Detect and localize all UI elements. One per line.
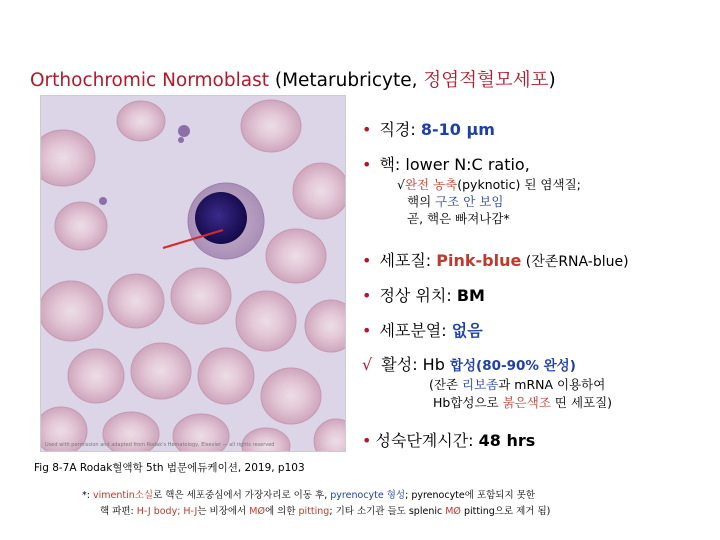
fn-macrophage-1: MØ [249,506,265,517]
slide-title [30,66,556,92]
title-korean: 정염적혈모세포 [423,70,549,91]
fn-pyrenocyte: pyrenocyte 형성 [330,490,406,501]
bullet-cytoplasm-value: Pink-blue [436,251,522,270]
activity-sub-2-pre: Hb합성으로 [433,395,503,410]
nucleus-pyknotic: 완전 농축 [404,177,458,192]
title-synonym: (Metarubricyte, [268,70,424,91]
bullet-location [362,283,485,306]
check-mark: √ [362,355,373,374]
fn-marker: *: [82,490,93,501]
fn-pitting: pitting [298,506,330,517]
bullet-cytoplasm-label: 세포질: [379,251,437,270]
activity-sub-1-rest: 과 mRNA 이용하여 [498,377,606,392]
nucleus-sub-1-rest: (pyknotic) 된 염색질; [457,177,581,192]
fn-macrophage-2: MØ [445,506,461,517]
bullet-diameter [362,117,495,140]
micrograph-figure [40,95,346,452]
fn-text-3: 는 비장에서 [197,506,250,517]
activity-ribosome: 리보좀 [462,377,499,392]
footnote-line-1 [82,488,535,504]
nucleus-sub-2 [407,193,503,210]
bullet-diameter-value: 8-10 μm [420,120,495,139]
fn-text-1: 로 핵은 세포중심에서 가장자리로 이동 후, [153,490,331,501]
fn-text-2: ; pyrenocyte에 포함되지 못한 [405,490,536,501]
bullet-activity-label: 활성: Hb [376,355,450,374]
bullet-cytoplasm [362,248,629,271]
bullet-nucleus-label: 핵: lower N:C ratio, [379,155,530,174]
bullet-activity-value: 합성(80-90% 완성) [449,358,576,374]
bullet-marker: • [362,321,372,340]
activity-reddish: 붉은색조 [502,395,551,410]
bullet-marker: • [362,286,372,305]
activity-sub-2-rest: 띤 세포질) [550,395,613,410]
bullet-nucleus [362,152,530,175]
bullet-division [362,318,483,341]
bullet-location-value: BM [456,286,485,305]
title-close: ) [548,70,556,91]
fn-hj-body: H-J body; H-J [136,506,198,517]
title-cell-name: Orthochromic Normoblast [30,70,269,91]
bullet-division-label: 세포분열: [379,321,452,340]
check-mark: √ [397,177,405,192]
bullet-location-label: 정상 위치: [379,286,457,305]
bullet-diameter-label: 직경: [379,120,421,139]
fn-text-4: 에 의한 [264,506,299,517]
bullet-activity [362,352,576,375]
bullet-marker: • [362,155,372,174]
figure-caption: Fig 8-7A Rodak혈액학 5th 범문에듀케이션, 2019, p103 [34,462,305,474]
nucleus-structure: 구조 안 보임 [435,194,504,209]
orthochromic-normoblast [188,183,264,259]
fn-vimentin: vimentin소실 [92,490,154,501]
footnote-line-2 [100,504,550,520]
fn-fragment: 핵 파편: [100,506,137,517]
fn-text-6: pitting으로 제거 됨) [460,506,551,517]
figure-fine-print: Used with permission and adapted from Rodak's Hematology, Elsevier — all rights reserved [45,442,275,448]
bullet-division-value: 없음 [451,321,483,340]
blood-smear-image [41,96,345,451]
activity-sub-1-pre: (잔존 [429,377,463,392]
nucleus-sub-1 [397,176,581,193]
activity-sub-2 [433,394,612,411]
nucleus-sub-2-pre: 핵의 [407,194,436,209]
bullet-marker: • [362,431,372,450]
bullet-maturation-label: 성숙단계시간: [375,431,479,450]
bullet-maturation [362,428,535,451]
bullet-marker: • [362,120,372,139]
bullet-maturation-value: 48 hrs [478,431,536,450]
activity-sub-1 [429,376,605,393]
bullet-marker: • [362,251,372,270]
nucleus-sub-3: 곧, 핵은 빠져나감* [407,211,510,226]
fn-text-5: ; 기타 소기관 들도 splenic [329,506,446,517]
bullet-cytoplasm-rest: (잔존RNA-blue) [521,254,629,270]
